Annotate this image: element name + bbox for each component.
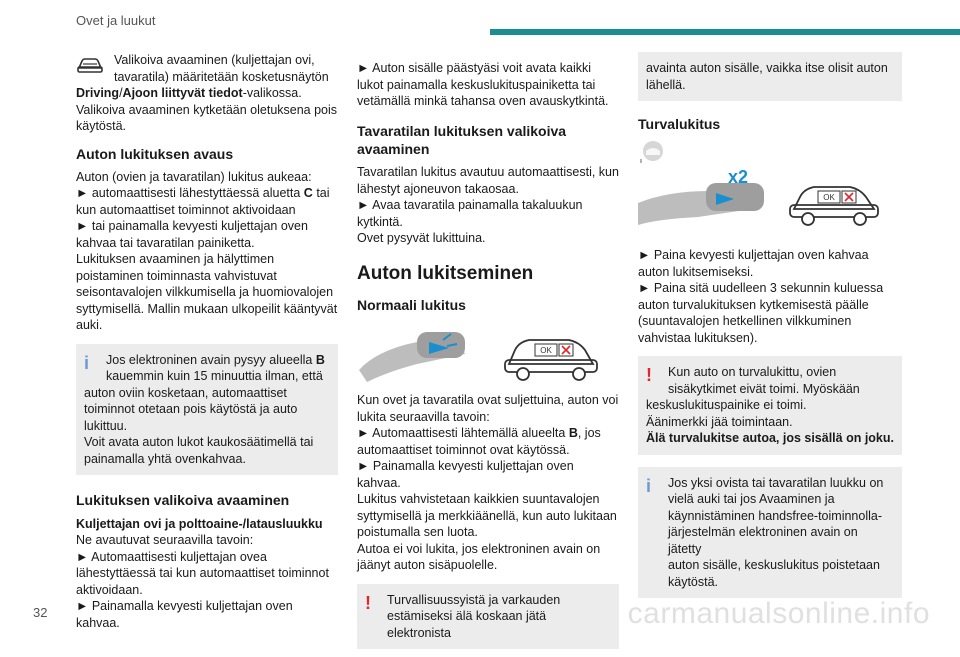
intro-bold-2: Ajoon liittyvät tiedot xyxy=(122,86,243,100)
normal-lock-step-1-text: ► Automaattisesti lähtemällä alueelta xyxy=(357,426,566,441)
info-icon: i xyxy=(84,352,90,373)
selective-subheading: Kuljettajan ovi ja polttoaine-/latausluukku xyxy=(76,516,323,531)
warning-icon: ! xyxy=(365,592,371,613)
header-accent-bar xyxy=(490,29,960,35)
deadlock-icon xyxy=(638,139,668,165)
heading-deadlocking: Turvalukitus xyxy=(638,116,721,132)
info-line-3: käynnistäminen handsfree-toiminnolla- xyxy=(668,508,883,523)
warning-icon-2: ! xyxy=(646,365,652,386)
trunk-step-1: ► Avaa tavaratila painamalla takaluukun kytkintä. xyxy=(357,198,583,229)
unlock-step-1-rest: tai kun automaattiset toiminnot aktivoidaan xyxy=(76,186,330,217)
column-3 xyxy=(638,52,902,606)
car-deadlocked-illustration xyxy=(790,187,878,225)
deadlock-warning-cont-2: Äänimerkki jää toimintaan. xyxy=(646,414,793,429)
unlock-step-1-text: ► automaattisesti lähestyttäessä aluetta xyxy=(76,186,301,201)
normal-lock-paragraph-3: Autoa ei voi lukita, jos elektroninen avain on jäänyt auton sisäpuolelle. xyxy=(357,541,601,573)
deadlocking-illustration xyxy=(638,169,902,233)
normal-lock-step-2: ► Painamalla kevyesti kuljettajan oven kahvaa. xyxy=(357,459,574,490)
selective-paragraph: Ne avautuvat seuraavilla tavoin: xyxy=(76,533,254,548)
intro-text-2: tavaratila) määritetään kosketusnäytön xyxy=(114,69,329,84)
deadlock-step-1: ► Paina kevyesti kuljettajan oven kahvaa auton lukitsemiseksi. xyxy=(638,248,869,279)
normal-lock-step-1 xyxy=(357,425,619,458)
press-twice-label: x2 xyxy=(728,169,749,188)
heading-unlocking: Auton lukituksen avaus xyxy=(76,145,234,162)
heading-locking: Auton lukitseminen xyxy=(357,262,534,284)
ok-label-2: OK xyxy=(823,193,835,203)
selective-step-1: ► Automaattisesti kuljettajan ovea lähestyttäessä tai kun automaattiset toiminnot aktivoidaan. xyxy=(76,549,329,597)
unlock-paragraph-2: Lukituksen avaaminen ja hälyttimen poistaminen toiminnasta vahvistuvat seisontavalojen vilkkumisella ja huomiovalojen syttymisellä. Mallin mukaan ulkopeilit kääntyvät auki. xyxy=(76,252,338,333)
warning-line-1: Turvallisuussyistä ja varkauden xyxy=(387,592,561,607)
car-settings-icon xyxy=(76,54,104,76)
door-handle-press-twice-illustration xyxy=(638,169,764,225)
info-icon-2: i xyxy=(646,475,652,496)
deadlock-warning-bold: Älä turvalukitse autoa, jos sisällä on joku. xyxy=(646,431,894,446)
selective-step-2: ► Painamalla kevyesti kuljettajan oven kahvaa. xyxy=(76,599,293,630)
info-line-1-text: Jos elektroninen avain pysyy alueella xyxy=(106,352,313,367)
inside-unlock-paragraph: ► Auton sisälle päästyäsi voit avata kaikki lukot painamalla keskuslukituspainiketta tai vetämällä minkä tahansa oven avauskytkintä. xyxy=(357,61,609,108)
intro-rest: -valikossa. xyxy=(242,86,302,100)
info-line-2: vielä auki tai jos Avaaminen ja xyxy=(668,492,835,507)
watermark: carmanualsonline.info xyxy=(627,597,930,631)
warning-line-2: estämiseksi älä koskaan jätä elektronista xyxy=(387,609,547,640)
deadlock-warning-line-1: Kun auto on turvalukittu, ovien xyxy=(668,365,837,380)
column-1 xyxy=(76,52,338,631)
heading-normal-locking: Normaali lukitus xyxy=(357,297,466,314)
unlock-paragraph: Auton (ovien ja tavaratilan) lukitus aukeaa: xyxy=(76,169,312,184)
intro-block xyxy=(76,52,338,135)
normal-locking-illustration xyxy=(357,320,619,384)
unlock-step-1 xyxy=(76,185,338,218)
normal-lock-paragraph: Kun ovet ja tavaratila ovat suljettuina, auton voi lukita seuraavilla tavoin: xyxy=(357,393,619,424)
info-box-continuation: auton oviin kosketaan, automaattiset toiminnot otetaan pois käytöstä ja auto lukittuu. xyxy=(84,385,298,433)
heading-trunk-unlocking: Tavaratilan lukituksen valikoiva avaaminen xyxy=(357,122,567,157)
normal-lock-paragraph-2: Lukitus vahvistetaan kaikkien suuntavalojen syttymisellä ja merkkiäänellä, kun auto lukitaan poistumalla sen luota. xyxy=(357,492,617,540)
intro-text-1: Valikoiva avaaminen (kuljettajan ovi, xyxy=(114,53,315,67)
zone-b-label: B xyxy=(315,352,325,367)
intro-slash: / xyxy=(119,86,123,100)
deadlock-step-2: ► Paina sitä uudelleen 3 sekunnin kuluessa auton turvalukituksen kytkemisestä päälle (suuntavalojen hetkellinen vilkkuminen vahvistaa lukituksen). xyxy=(638,281,884,345)
door-handle-hand-illustration xyxy=(359,332,465,382)
info-box-line-2: kauemmin kuin 15 minuuttia ilman, että xyxy=(106,369,323,384)
column-2 xyxy=(357,60,619,657)
ok-label: OK xyxy=(540,346,552,356)
car-locked-illustration xyxy=(505,340,597,380)
normal-lock-step-1-rest: , jos automaattiset toiminnot ovat käytössä. xyxy=(357,426,601,457)
zone-c-label: C xyxy=(303,186,313,201)
warning-box-deadlock xyxy=(638,356,902,455)
warning-box-continuation xyxy=(638,52,902,101)
info-box-continuation-2: Voit avata auton lukot kaukosäätimellä tai painamalla yhtä ovenkahvaa. xyxy=(84,435,314,466)
info-line-6: käytöstä. xyxy=(668,574,719,589)
section-title: Ovet ja luukut xyxy=(76,13,156,28)
deadlock-warning-cont: keskuslukituspainike ei toimi. xyxy=(646,398,807,413)
deadlock-warning-line-2: sisäkytkimet eivät toimi. Myöskään xyxy=(668,381,860,396)
trunk-paragraph-2: Ovet pysyvät lukittuina. xyxy=(357,231,486,246)
info-box-line-1 xyxy=(84,352,330,369)
unlock-step-2: ► tai painamalla kevyesti kuljettajan oven kahvaa tai tavaratilan painiketta. xyxy=(76,219,308,250)
info-line-5: auton sisälle, keskuslukitus poistetaan xyxy=(668,558,880,573)
info-line-4: järjestelmän elektroninen avain on jätetty xyxy=(668,525,858,556)
trunk-paragraph: Tavaratilan lukitus avautuu automaattisesti, kun lähestyt ajoneuvon takaosaa. xyxy=(357,165,619,196)
page-number: 32 xyxy=(33,605,48,620)
info-line-1: Jos yksi ovista tai tavaratilan luukku on xyxy=(668,475,884,490)
zone-b-label-2: B xyxy=(568,426,578,441)
warning-continuation-text: avainta auton sisälle, vaikka itse olisit auton lähellä. xyxy=(646,61,888,92)
heading-selective-unlocking: Lukituksen valikoiva avaaminen xyxy=(76,492,290,509)
info-box-15-min xyxy=(76,344,338,476)
intro-bold-1: Driving xyxy=(76,86,120,100)
info-box-door-open xyxy=(638,467,902,599)
intro-paragraph-2: Valikoiva avaaminen kytketään oletuksena pois käytöstä. xyxy=(76,102,338,133)
